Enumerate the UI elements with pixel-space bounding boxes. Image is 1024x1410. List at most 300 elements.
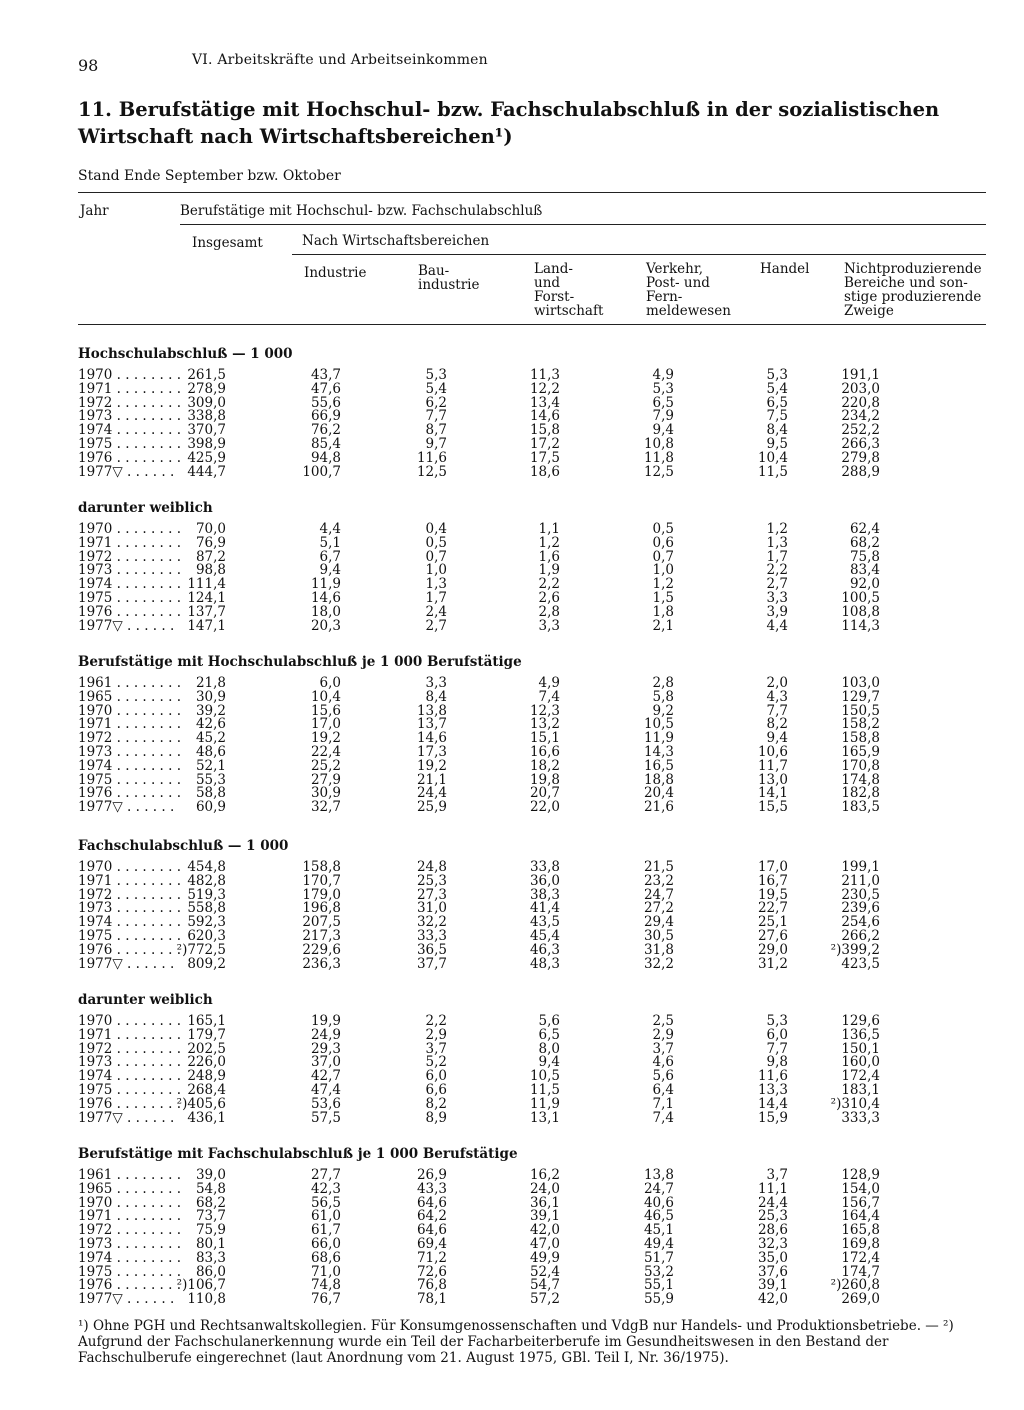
cell-industrie: 29,3 xyxy=(310,1040,341,1057)
cell-bauindustrie: 11,6 xyxy=(416,449,447,466)
cell-verkehr: 18,8 xyxy=(643,771,674,788)
table-row xyxy=(0,451,1024,465)
cell-handel: 39,1 xyxy=(757,1277,788,1294)
row-year: 1977▽ . . . . . . xyxy=(78,799,175,816)
cell-verkehr: 14,3 xyxy=(643,744,674,760)
row-year: 1970 . . . . . . . . xyxy=(78,521,182,537)
cell-verkehr: 1,8 xyxy=(652,603,674,620)
cell-handel: 13,3 xyxy=(757,1082,788,1098)
row-year: 1973 . . . . . . . . xyxy=(78,1054,182,1071)
cell-nichtproduzierende: 160,0 xyxy=(841,1054,880,1071)
cell-handel: 1,3 xyxy=(766,534,788,551)
cell-nichtproduzierende: 165,8 xyxy=(841,1222,880,1239)
row-year: 1961 . . . . . . . . xyxy=(78,1167,182,1183)
cell-verkehr: 49,4 xyxy=(643,1236,674,1252)
cell-land-forst: 7,4 xyxy=(538,688,560,705)
header-nach: Nach Wirtschaftsbereichen xyxy=(302,233,490,249)
cell-nichtproduzierende: 156,7 xyxy=(841,1194,880,1211)
cell-insgesamt: 124,1 xyxy=(187,590,226,606)
cell-verkehr: 13,8 xyxy=(643,1167,674,1183)
cell-industrie: 4,4 xyxy=(319,521,341,537)
cell-nichtproduzierende: 129,7 xyxy=(841,688,880,705)
cell-insgesamt: 76,9 xyxy=(195,534,226,551)
cell-land-forst: 18,2 xyxy=(529,757,560,774)
cell-land-forst: 12,2 xyxy=(529,380,560,397)
section-title: Berufstätige mit Fachschulabschluß je 1 000 Berufstätige xyxy=(78,1146,518,1162)
cell-land-forst: 42,0 xyxy=(529,1222,560,1239)
cell-bauindustrie: 33,3 xyxy=(416,928,447,944)
header-jahr: Jahr xyxy=(80,203,109,219)
row-year: 1972 . . . . . . . . xyxy=(78,1040,182,1057)
cell-insgesamt: 482,8 xyxy=(187,872,226,889)
cell-handel: 2,7 xyxy=(766,576,788,593)
cell-land-forst: 39,1 xyxy=(529,1208,560,1225)
cell-handel: 11,7 xyxy=(757,757,788,774)
cell-verkehr: 2,8 xyxy=(652,675,674,691)
cell-land-forst: 45,4 xyxy=(529,928,560,944)
cell-nichtproduzierende: 158,8 xyxy=(841,730,880,747)
cell-land-forst: 57,2 xyxy=(529,1291,560,1308)
cell-verkehr: 24,7 xyxy=(643,886,674,903)
cell-industrie: 18,0 xyxy=(310,603,341,620)
cell-bauindustrie: 64,6 xyxy=(416,1222,447,1239)
cell-land-forst: 11,3 xyxy=(529,367,560,383)
cell-nichtproduzierende: 174,8 xyxy=(841,771,880,788)
cell-land-forst: 1,9 xyxy=(538,562,560,579)
cell-bauindustrie: 6,6 xyxy=(425,1082,447,1098)
row-year: 1975 . . . . . . . . xyxy=(78,590,182,606)
cell-handel: 11,6 xyxy=(757,1068,788,1085)
cell-verkehr: 21,5 xyxy=(643,859,674,875)
table-row xyxy=(0,536,1024,550)
cell-nichtproduzierende: 279,8 xyxy=(841,449,880,466)
cell-handel: 35,0 xyxy=(757,1249,788,1266)
row-year: 1972 . . . . . . . . xyxy=(78,730,182,747)
cell-insgesamt: 86,0 xyxy=(195,1263,226,1280)
cell-handel: 42,0 xyxy=(757,1291,788,1308)
table-row xyxy=(0,437,1024,451)
cell-nichtproduzierende: 199,1 xyxy=(841,859,880,875)
cell-insgesamt: 52,1 xyxy=(195,757,226,774)
cell-insgesamt: 558,8 xyxy=(187,900,226,917)
cell-industrie: 57,5 xyxy=(310,1109,341,1126)
cell-nichtproduzierende: 129,6 xyxy=(841,1013,880,1029)
cell-insgesamt: 55,3 xyxy=(195,771,226,788)
cell-land-forst: 24,0 xyxy=(529,1180,560,1197)
cell-industrie: 27,9 xyxy=(310,771,341,788)
cell-nichtproduzierende: 266,3 xyxy=(841,436,880,452)
row-year: 1972 . . . . . . . . xyxy=(78,886,182,903)
cell-nichtproduzierende: 252,2 xyxy=(841,422,880,439)
cell-bauindustrie: 13,7 xyxy=(416,716,447,733)
cell-bauindustrie: 25,3 xyxy=(416,872,447,889)
cell-verkehr: 5,3 xyxy=(652,380,674,397)
cell-industrie: 14,6 xyxy=(310,590,341,606)
cell-verkehr: 55,9 xyxy=(643,1291,674,1308)
cell-bauindustrie: 5,3 xyxy=(425,367,447,383)
cell-verkehr: 11,8 xyxy=(643,449,674,466)
cell-land-forst: 17,2 xyxy=(529,436,560,452)
row-year: 1965 . . . . . . . . xyxy=(78,1180,182,1197)
header-sub-rule xyxy=(292,254,986,255)
row-year: 1974 . . . . . . . . xyxy=(78,1068,182,1085)
row-year: 1974 . . . . . . . . xyxy=(78,914,182,931)
cell-insgesamt: 48,6 xyxy=(195,744,226,760)
row-year: 1973 . . . . . . . . xyxy=(78,408,182,425)
cell-industrie: 10,4 xyxy=(310,688,341,705)
cell-nichtproduzierende: 164,4 xyxy=(841,1208,880,1225)
cell-industrie: 20,3 xyxy=(310,617,341,634)
cell-handel: 29,0 xyxy=(757,941,788,958)
cell-industrie: 68,6 xyxy=(310,1249,341,1266)
cell-handel: 9,5 xyxy=(766,436,788,452)
cell-insgesamt: 202,5 xyxy=(187,1040,226,1057)
cell-handel: 3,7 xyxy=(766,1167,788,1183)
cell-nichtproduzierende: 75,8 xyxy=(849,548,880,565)
cell-land-forst: 11,9 xyxy=(529,1095,560,1112)
cell-verkehr: 0,7 xyxy=(652,548,674,565)
cell-handel: 7,7 xyxy=(766,1040,788,1057)
cell-land-forst: 38,3 xyxy=(529,886,560,903)
row-year: 1975 . . . . . . . . xyxy=(78,771,182,788)
cell-insgesamt: 248,9 xyxy=(187,1068,226,1085)
cell-handel: 37,6 xyxy=(757,1263,788,1280)
cell-verkehr: 46,5 xyxy=(643,1208,674,1225)
cell-bauindustrie: 19,2 xyxy=(416,757,447,774)
cell-verkehr: 7,4 xyxy=(652,1109,674,1126)
cell-bauindustrie: 13,8 xyxy=(416,702,447,719)
row-year: 1973 . . . . . . . . xyxy=(78,744,182,760)
cell-insgesamt: 54,8 xyxy=(195,1180,226,1197)
cell-industrie: 25,2 xyxy=(310,757,341,774)
row-year: 1973 . . . . . . . . xyxy=(78,900,182,917)
cell-insgesamt: 58,8 xyxy=(195,785,226,802)
cell-industrie: 229,6 xyxy=(302,941,341,958)
section-title: Fachschulabschluß — 1 000 xyxy=(78,838,289,854)
cell-bauindustrie: 2,4 xyxy=(425,603,447,620)
cell-bauindustrie: 2,7 xyxy=(425,617,447,634)
cell-verkehr: 24,7 xyxy=(643,1180,674,1197)
cell-land-forst: 11,5 xyxy=(529,1082,560,1098)
table-row xyxy=(0,1182,1024,1196)
cell-industrie: 42,3 xyxy=(310,1180,341,1197)
cell-bauindustrie: 32,2 xyxy=(416,914,447,931)
cell-insgesamt: 60,9 xyxy=(195,799,226,816)
table-row xyxy=(0,800,1024,814)
cell-nichtproduzierende: 183,5 xyxy=(841,799,880,816)
row-year: 1961 . . . . . . . . xyxy=(78,675,182,691)
cell-nichtproduzierende: 169,8 xyxy=(841,1236,880,1252)
row-year: 1970 . . . . . . . . xyxy=(78,702,182,719)
cell-verkehr: 29,4 xyxy=(643,914,674,931)
cell-verkehr: 12,5 xyxy=(643,463,674,480)
cell-industrie: 55,6 xyxy=(310,394,341,411)
cell-bauindustrie: 0,7 xyxy=(425,548,447,565)
cell-industrie: 9,4 xyxy=(319,562,341,579)
cell-land-forst: 47,0 xyxy=(529,1236,560,1252)
cell-nichtproduzierende: 239,6 xyxy=(841,900,880,917)
cell-industrie: 94,8 xyxy=(310,449,341,466)
cell-industrie: 100,7 xyxy=(302,463,341,480)
table-row xyxy=(0,943,1024,957)
cell-bauindustrie: 72,6 xyxy=(416,1263,447,1280)
cell-verkehr: 40,6 xyxy=(643,1194,674,1211)
cell-industrie: 61,7 xyxy=(310,1222,341,1239)
cell-land-forst: 15,8 xyxy=(529,422,560,439)
cell-bauindustrie: 36,5 xyxy=(416,941,447,958)
cell-verkehr: 1,0 xyxy=(652,562,674,579)
cell-insgesamt: ²)772,5 xyxy=(176,941,226,958)
cell-nichtproduzierende: 182,8 xyxy=(841,785,880,802)
cell-industrie: 19,9 xyxy=(310,1013,341,1029)
table-row xyxy=(0,690,1024,704)
cell-verkehr: 1,5 xyxy=(652,590,674,606)
cell-insgesamt: 73,7 xyxy=(195,1208,226,1225)
cell-nichtproduzierende: 154,0 xyxy=(841,1180,880,1197)
cell-bauindustrie: 25,9 xyxy=(416,799,447,816)
cell-nichtproduzierende: 100,5 xyxy=(841,590,880,606)
cell-verkehr: 11,9 xyxy=(643,730,674,747)
cell-insgesamt: 39,0 xyxy=(195,1167,226,1183)
cell-insgesamt: 309,0 xyxy=(187,394,226,411)
cell-verkehr: 32,2 xyxy=(643,955,674,972)
cell-land-forst: 8,0 xyxy=(538,1040,560,1057)
cell-industrie: 43,7 xyxy=(310,367,341,383)
cell-insgesamt: 436,1 xyxy=(187,1109,226,1126)
table-row xyxy=(0,874,1024,888)
cell-bauindustrie: 78,1 xyxy=(416,1291,447,1308)
cell-nichtproduzierende: 191,1 xyxy=(841,367,880,383)
cell-nichtproduzierende: 172,4 xyxy=(841,1068,880,1085)
cell-bauindustrie: 8,9 xyxy=(425,1109,447,1126)
header-nichtproduzierende: Nichtproduzierende Bereiche und son- stige produzierende Zweige xyxy=(844,261,982,319)
row-year: 1970 . . . . . . . . xyxy=(78,1013,182,1029)
cell-industrie: 37,0 xyxy=(310,1054,341,1071)
section-title: Berufstätige mit Hochschulabschluß je 1 000 Berufstätige xyxy=(78,654,522,670)
cell-handel: 9,4 xyxy=(766,730,788,747)
cell-industrie: 42,7 xyxy=(310,1068,341,1085)
row-year: 1976 . . . . . . . . xyxy=(78,603,182,620)
cell-nichtproduzierende: 423,5 xyxy=(841,955,880,972)
row-year: 1965 . . . . . . . . xyxy=(78,688,182,705)
cell-land-forst: 2,2 xyxy=(538,576,560,593)
cell-bauindustrie: 7,7 xyxy=(425,408,447,425)
table-row xyxy=(0,957,1024,971)
cell-handel: 9,8 xyxy=(766,1054,788,1071)
cell-land-forst: 2,6 xyxy=(538,590,560,606)
cell-handel: 15,5 xyxy=(757,799,788,816)
cell-nichtproduzierende: 150,1 xyxy=(841,1040,880,1057)
cell-industrie: 66,9 xyxy=(310,408,341,425)
row-year: 1974 . . . . . . . . xyxy=(78,1249,182,1266)
cell-land-forst: 49,9 xyxy=(529,1249,560,1266)
cell-bauindustrie: 26,9 xyxy=(416,1167,447,1183)
cell-land-forst: 16,6 xyxy=(529,744,560,760)
cell-bauindustrie: 12,5 xyxy=(416,463,447,480)
table-row xyxy=(0,745,1024,759)
cell-industrie: 30,9 xyxy=(310,785,341,802)
row-year: 1976 . . . . . . . . xyxy=(78,941,182,958)
cell-verkehr: 16,5 xyxy=(643,757,674,774)
cell-land-forst: 1,1 xyxy=(538,521,560,537)
cell-land-forst: 1,2 xyxy=(538,534,560,551)
cell-handel: 31,2 xyxy=(757,955,788,972)
cell-land-forst: 5,6 xyxy=(538,1013,560,1029)
cell-insgesamt: 137,7 xyxy=(187,603,226,620)
cell-bauindustrie: 64,2 xyxy=(416,1208,447,1225)
cell-verkehr: 2,5 xyxy=(652,1013,674,1029)
table-row xyxy=(0,860,1024,874)
cell-insgesamt: ²)405,6 xyxy=(176,1095,226,1112)
cell-insgesamt: 70,0 xyxy=(195,521,226,537)
cell-land-forst: 54,7 xyxy=(529,1277,560,1294)
row-year: 1974 . . . . . . . . xyxy=(78,757,182,774)
cell-nichtproduzierende: 150,5 xyxy=(841,702,880,719)
cell-verkehr: 10,5 xyxy=(643,716,674,733)
cell-industrie: 74,8 xyxy=(310,1277,341,1294)
cell-industrie: 85,4 xyxy=(310,436,341,452)
cell-handel: 8,4 xyxy=(766,422,788,439)
cell-nichtproduzierende: 158,2 xyxy=(841,716,880,733)
row-year: 1970 . . . . . . . . xyxy=(78,367,182,383)
cell-insgesamt: 370,7 xyxy=(187,422,226,439)
cell-industrie: 47,4 xyxy=(310,1082,341,1098)
table-row xyxy=(0,368,1024,382)
cell-bauindustrie: 17,3 xyxy=(416,744,447,760)
cell-land-forst: 1,6 xyxy=(538,548,560,565)
cell-verkehr: 2,1 xyxy=(652,617,674,634)
cell-handel: 1,7 xyxy=(766,548,788,565)
row-year: 1975 . . . . . . . . xyxy=(78,436,182,452)
cell-handel: 4,3 xyxy=(766,688,788,705)
cell-industrie: 76,2 xyxy=(310,422,341,439)
cell-nichtproduzierende: 165,9 xyxy=(841,744,880,760)
cell-bauindustrie: 1,3 xyxy=(425,576,447,593)
cell-verkehr: 23,2 xyxy=(643,872,674,889)
cell-handel: 7,5 xyxy=(766,408,788,425)
cell-industrie: 53,6 xyxy=(310,1095,341,1112)
cell-verkehr: 20,4 xyxy=(643,785,674,802)
cell-verkehr: 6,4 xyxy=(652,1082,674,1098)
cell-industrie: 47,6 xyxy=(310,380,341,397)
header-group: Berufstätige mit Hochschul- bzw. Fachschulabschluß xyxy=(180,203,543,219)
cell-bauindustrie: 76,8 xyxy=(416,1277,447,1294)
cell-bauindustrie: 43,3 xyxy=(416,1180,447,1197)
header-group-rule xyxy=(180,224,986,225)
section-title: darunter weiblich xyxy=(78,992,213,1008)
cell-insgesamt: 454,8 xyxy=(187,859,226,875)
cell-bauindustrie: 69,4 xyxy=(416,1236,447,1252)
cell-land-forst: 41,4 xyxy=(529,900,560,917)
table-row xyxy=(0,522,1024,536)
row-year: 1971 . . . . . . . . xyxy=(78,1026,182,1043)
cell-land-forst: 13,4 xyxy=(529,394,560,411)
cell-handel: 27,6 xyxy=(757,928,788,944)
cell-verkehr: 27,2 xyxy=(643,900,674,917)
cell-verkehr: 30,5 xyxy=(643,928,674,944)
table-row xyxy=(0,591,1024,605)
cell-industrie: 6,0 xyxy=(319,675,341,691)
cell-land-forst: 13,1 xyxy=(529,1109,560,1126)
cell-industrie: 24,9 xyxy=(310,1026,341,1043)
cell-verkehr: 51,7 xyxy=(643,1249,674,1266)
cell-land-forst: 19,8 xyxy=(529,771,560,788)
row-year: 1972 . . . . . . . . xyxy=(78,1222,182,1239)
table-row xyxy=(0,605,1024,619)
cell-handel: 24,4 xyxy=(757,1194,788,1211)
cell-insgesamt: 80,1 xyxy=(195,1236,226,1252)
cell-nichtproduzierende: 62,4 xyxy=(849,521,880,537)
cell-handel: 25,3 xyxy=(757,1208,788,1225)
cell-insgesamt: 111,4 xyxy=(187,576,226,593)
cell-land-forst: 16,2 xyxy=(529,1167,560,1183)
header-handel: Handel xyxy=(760,261,810,277)
header-industrie: Industrie xyxy=(304,265,367,281)
cell-bauindustrie: 8,7 xyxy=(425,422,447,439)
cell-insgesamt: ²)106,7 xyxy=(176,1277,226,1294)
cell-insgesamt: 165,1 xyxy=(187,1013,226,1029)
row-year: 1974 . . . . . . . . xyxy=(78,422,182,439)
cell-handel: 3,9 xyxy=(766,603,788,620)
row-year: 1974 . . . . . . . . xyxy=(78,576,182,593)
table-row xyxy=(0,1237,1024,1251)
cell-bauindustrie: 1,7 xyxy=(425,590,447,606)
cell-industrie: 76,7 xyxy=(310,1291,341,1308)
row-year: 1972 . . . . . . . . xyxy=(78,548,182,565)
cell-insgesamt: 809,2 xyxy=(187,955,226,972)
cell-bauindustrie: 2,9 xyxy=(425,1026,447,1043)
cell-handel: 11,1 xyxy=(757,1180,788,1197)
cell-nichtproduzierende: 172,4 xyxy=(841,1249,880,1266)
row-year: 1977▽ . . . . . . xyxy=(78,1291,175,1308)
cell-insgesamt: 75,9 xyxy=(195,1222,226,1239)
cell-verkehr: 6,5 xyxy=(652,394,674,411)
cell-industrie: 11,9 xyxy=(310,576,341,593)
cell-bauindustrie: 31,0 xyxy=(416,900,447,917)
cell-industrie: 217,3 xyxy=(302,928,341,944)
cell-land-forst: 15,1 xyxy=(529,730,560,747)
cell-verkehr: 0,6 xyxy=(652,534,674,551)
cell-land-forst: 18,6 xyxy=(529,463,560,480)
cell-nichtproduzierende: 183,1 xyxy=(841,1082,880,1098)
cell-nichtproduzierende: 266,2 xyxy=(841,928,880,944)
row-year: 1971 . . . . . . . . xyxy=(78,1208,182,1225)
cell-verkehr: 55,1 xyxy=(643,1277,674,1294)
cell-industrie: 196,8 xyxy=(302,900,341,917)
cell-verkehr: 2,9 xyxy=(652,1026,674,1043)
row-year: 1976 . . . . . . . . xyxy=(78,785,182,802)
cell-industrie: 236,3 xyxy=(302,955,341,972)
cell-bauindustrie: 3,3 xyxy=(425,675,447,691)
table-row xyxy=(0,1097,1024,1111)
cell-verkehr: 4,9 xyxy=(652,367,674,383)
cell-land-forst: 14,6 xyxy=(529,408,560,425)
cell-insgesamt: 39,2 xyxy=(195,702,226,719)
cell-verkehr: 21,6 xyxy=(643,799,674,816)
cell-bauindustrie: 24,4 xyxy=(416,785,447,802)
cell-verkehr: 45,1 xyxy=(643,1222,674,1239)
cell-bauindustrie: 14,6 xyxy=(416,730,447,747)
cell-handel: 5,3 xyxy=(766,1013,788,1029)
cell-bauindustrie: 8,4 xyxy=(425,688,447,705)
cell-nichtproduzierende: 333,3 xyxy=(841,1109,880,1126)
cell-nichtproduzierende: 103,0 xyxy=(841,675,880,691)
cell-handel: 6,5 xyxy=(766,394,788,411)
cell-handel: 19,5 xyxy=(757,886,788,903)
cell-bauindustrie: 1,0 xyxy=(425,562,447,579)
row-year: 1973 . . . . . . . . xyxy=(78,1236,182,1252)
footnote: ¹) Ohne PGH und Rechtsanwaltskollegien. Für Konsumgenossenschaften und VdgB nur Handels- und Produktionsbetriebe. — ²) Aufgrund der Fachschulanerkennung wurde ein Teil der Facharbeiterberufe im Gesundheitswesen in den Bestand der Fachschulberufe eingerechnet (laut Anordnung vom 21. August 1975, GBl. Teil I, Nr. 36/1975). xyxy=(78,1318,954,1366)
